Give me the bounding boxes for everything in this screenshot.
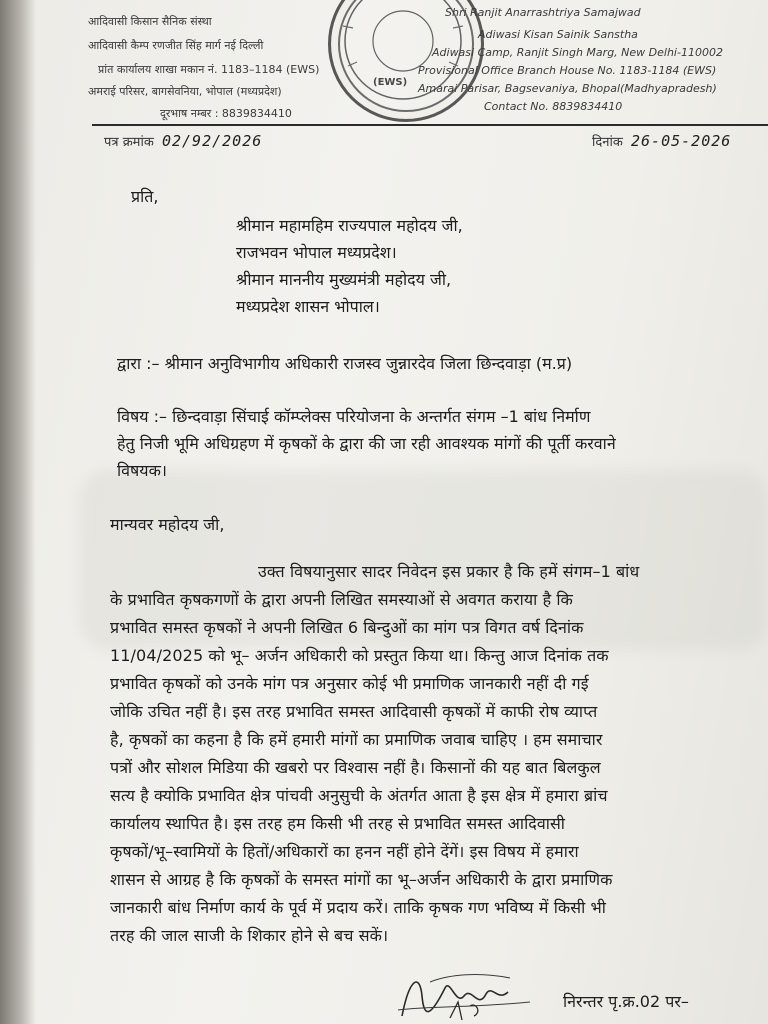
body-line-8: पत्रों और सोशल मिडिया की खबरो पर विश्वास नहीं है। किसानों की यह बात बिलकुल bbox=[110, 758, 601, 777]
patra-kramank bbox=[104, 132, 262, 150]
via-line: द्वारा :– श्रीमान अनुविभागीय अधिकारी राजस्व जुन्नारदेव जिला छिन्दवाड़ा (म.प्र) bbox=[117, 354, 573, 373]
subject-line-3: विषयक। bbox=[117, 461, 167, 480]
recipient-line-3: श्रीमान माननीय मुख्यमंत्री महोदय जी, bbox=[236, 270, 452, 289]
recipient-line-1: श्रीमान महामहिम राज्यपाल महोदय जी, bbox=[236, 216, 463, 235]
letterhead-right-line-4: Provisional Office Branch House No. 1183-1184 (EWS) bbox=[418, 64, 717, 77]
body-line-14: तरह की जाल साजी के शिकार होने से बच सकें। bbox=[110, 926, 389, 945]
recipient-line-4: मध्यप्रदेश शासन भोपाल। bbox=[236, 297, 380, 316]
patra-label: पत्र क्रमांक bbox=[104, 135, 154, 150]
body-line-12: शासन से आग्रह है कि कृषकों के समस्त मांगों का भू–अर्जन अधिकारी के द्वारा प्रमाणिक bbox=[110, 870, 613, 889]
date-value: 26-05-2026 bbox=[630, 132, 732, 150]
body-line-5: प्रभावित कृषकों को उनके मांग पत्र अनुसार कोई भी प्रमाणिक जानकारी नहीं दी गई bbox=[110, 674, 589, 693]
letterhead-right-line-3: Adiwasi Camp, Ranjit Singh Marg, New Delhi-110002 bbox=[432, 46, 723, 59]
body-line-4: 11/04/2025 को भू– अर्जन अधिकारी को प्रस्तुत किया था। किन्तु आज दिनांक तक bbox=[110, 646, 609, 665]
body-line-2: के प्रभावित कृषकगणों के द्वारा अपनी लिखित समस्याओं से अवगत कराया है कि bbox=[110, 590, 573, 609]
letterhead-left-line-5: दूरभाष नम्बर : 8839834410 bbox=[160, 107, 292, 120]
body-line-13: जानकारी बांध निर्माण कार्य के पूर्व में प्रदाय करें। ताकि कृषक गण भविष्य में किसी भी bbox=[110, 898, 606, 917]
letterhead-right-line-1: Shri Ranjit Anarrashtriya Samajwad bbox=[445, 6, 641, 19]
patra-value: 02/92/2026 bbox=[161, 132, 263, 150]
body-line-6: जोकि उचित नहीं है। इस तरह प्रभावित समस्त आदिवासी कृषकों में काफी रोष व्याप्त bbox=[110, 702, 598, 721]
subject-line-1: विषय :– छिन्दवाड़ा सिंचाई कॉम्प्लेक्स परियोजना के अन्तर्गत संगम –1 बांध निर्माण bbox=[117, 407, 591, 426]
seal-label: (EWS) bbox=[373, 77, 408, 88]
letterhead-right-line-2: Adiwasi Kisan Sainik Sanstha bbox=[478, 28, 638, 41]
subject-line-2: हेतु निजी भूमि अधिग्रहण में कृषकों के द्वारा की जा रही आवश्यक मांगों की पूर्ती करवाने bbox=[117, 434, 616, 453]
body-line-11: कृषकों/भू–स्वामियों के हितों/अधिकारों का हनन नहीं होने देंगें। इस विषय में हमारा bbox=[110, 842, 579, 861]
prati-heading: प्रति, bbox=[131, 187, 159, 206]
continuation-note: निरन्तर पृ.क्र.02 पर– bbox=[563, 992, 689, 1011]
letterhead-left-line-4: अमराई परिसर, बागसेवनिया, भोपाल (मध्यप्रदेश) bbox=[88, 85, 282, 98]
letterhead-right-line-6: Contact No. 8839834410 bbox=[484, 100, 623, 113]
body-line-10: कार्यालय स्थापित है। इस तरह हम किसी भी तरह से प्रभावित समस्त आदिवासी bbox=[110, 814, 566, 833]
dinank bbox=[592, 132, 731, 150]
page-edge-shadow bbox=[0, 0, 36, 1024]
recipient-line-2: राजभवन भोपाल मध्यप्रदेश। bbox=[236, 243, 397, 262]
handwritten-signature bbox=[390, 966, 540, 1024]
letterhead-left-line-1: आदिवासी किसान सैनिक संस्था bbox=[88, 15, 212, 28]
date-label: दिनांक bbox=[592, 135, 623, 150]
body-line-9: सत्य है क्योकि प्रभावित क्षेत्र पांचवी अनुसुची के अंतर्गत आता है इस क्षेत्र में हमारा ब्रांच bbox=[110, 786, 608, 805]
letterhead-left-line-3: प्रांत कार्यालय शाखा मकान नं. 1183–1184 (EWS) bbox=[98, 63, 320, 76]
letterhead-right-line-5: Amarai Parisar, Bagsevaniya, Bhopal(Madhyapradesh) bbox=[418, 82, 717, 95]
salutation: मान्यवर महोदय जी, bbox=[110, 515, 225, 534]
body-line-7: है, कृषकों का कहना है कि हमें हमारी मांगों का प्रमाणिक जवाब चाहिए । हम समाचार bbox=[110, 730, 603, 749]
letterhead-divider bbox=[92, 124, 768, 126]
body-line-3: प्रभावित समस्त कृषकों ने अपनी लिखित 6 बिन्दुओं का मांग पत्र विगत वर्ष दिनांक bbox=[110, 618, 584, 637]
body-line-1: उक्त विषयानुसार सादर निवेदन इस प्रकार है कि हमें संगम–1 बांध bbox=[258, 562, 640, 581]
letterhead-left-line-2: आदिवासी कैम्प रणजीत सिंह मार्ग नई दिल्ली bbox=[88, 39, 264, 52]
